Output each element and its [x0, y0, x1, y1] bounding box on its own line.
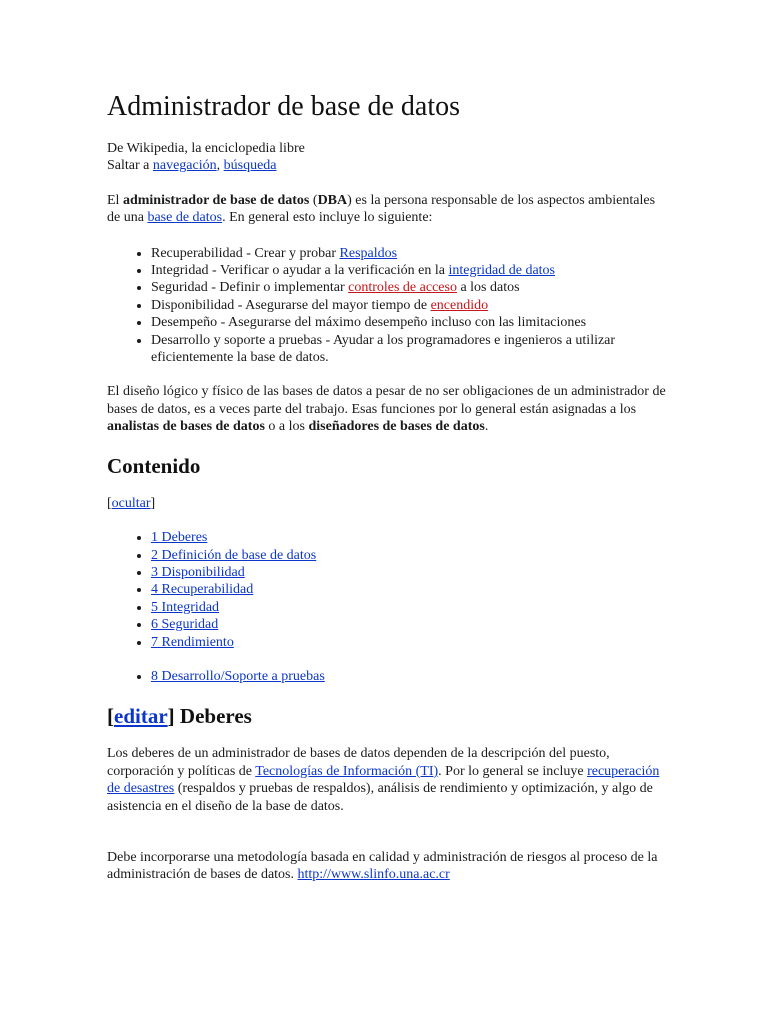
design-paragraph — [107, 383, 667, 435]
list-item-text: Desarrollo y soporte a pruebas - Ayudar a los programadores e ingenieros a utilizar eficientemente la base de datos. — [151, 332, 616, 366]
article-content — [107, 91, 667, 884]
intro-paragraph — [107, 192, 667, 227]
from-source: De Wikipedia, la enciclopedia libre — [107, 141, 305, 156]
toc-item — [151, 529, 667, 546]
deberes-text-1: Los deberes de un administrador de bases de datos dependen de la descripción del puesto, corporación y políticas de — [107, 746, 610, 779]
design-bold-analysts: analistas de bases de datos — [107, 419, 265, 435]
toc-item — [151, 668, 667, 685]
jump-search-link[interactable]: búsqueda — [223, 158, 277, 174]
intro-text-2: ( — [309, 192, 318, 208]
list-item — [151, 297, 667, 314]
design-text-2: o a los — [264, 419, 309, 435]
duties-list — [107, 245, 667, 367]
recuperacion-desastres-link[interactable]: recuperación de desastres — [107, 763, 660, 797]
list-item-text: Integridad - Verificar o ayudar a la verificación en la — [151, 263, 449, 279]
deberes-text-3: (respaldos y pruebas de respaldos), análisis de rendimiento y optimización, y algo de asistencia en el diseño de la base de datos. — [107, 781, 653, 814]
edit-bracket-open: [ — [107, 704, 114, 729]
toc-link-seguridad[interactable]: 6 Seguridad — [151, 617, 219, 633]
toc-link-deberes[interactable]: 1 Deberes — [151, 530, 208, 546]
intro-bold-term: administrador de base de datos — [122, 192, 310, 208]
intro-text-3: ) es la persona responsable de los aspectos ambientales de una — [107, 192, 656, 226]
list-item — [151, 279, 667, 296]
jump-separator: , — [216, 158, 224, 174]
design-text-3: . — [484, 419, 489, 435]
external-url-link[interactable]: http://www.slinfo.una.ac.cr — [297, 867, 450, 883]
list-item-text: Desempeño - Asegurarse del máximo desempeño incluso con las limitaciones — [151, 315, 587, 331]
deberes-text-2: . Por lo general se incluye — [438, 763, 588, 779]
controles-de-acceso-link[interactable]: controles de acceso — [348, 280, 457, 296]
edit-section-link[interactable]: editar — [114, 704, 168, 729]
list-item — [151, 245, 667, 262]
toc-list — [107, 529, 667, 685]
respaldos-link[interactable]: Respaldos — [339, 245, 398, 261]
list-item-text: Disponibilidad - Asegurarse del mayor tiempo de — [151, 297, 431, 313]
section-heading-deberes — [107, 703, 667, 729]
toc-heading: Contenido — [107, 453, 201, 478]
encendido-link[interactable]: encendido — [430, 297, 489, 313]
toc-link-integridad[interactable]: 5 Integridad — [151, 599, 220, 615]
page-title: Administrador de base de datos — [107, 91, 461, 122]
intro-bold-acronym: DBA — [317, 192, 348, 208]
toc-link-recuperabilidad[interactable]: 4 Recuperabilidad — [151, 582, 254, 598]
toc-item — [151, 616, 667, 633]
design-bold-designers: diseñadores de bases de datos — [308, 419, 485, 435]
deberes-paragraph-1 — [107, 745, 667, 815]
ti-link[interactable]: Tecnologías de Información (TI) — [255, 763, 439, 779]
jump-links — [107, 157, 667, 174]
list-item — [151, 314, 667, 331]
toc-link-definicion[interactable]: 2 Definición de base de datos — [151, 547, 317, 563]
section-title: Deberes — [174, 704, 252, 729]
toc-bracket-open: [ — [107, 495, 112, 511]
list-item — [151, 332, 667, 367]
edit-bracket-close: ] — [167, 704, 175, 729]
intro-text-4: . En general esto incluye lo siguiente: — [222, 210, 433, 226]
toc-link-disponibilidad[interactable]: 3 Disponibilidad — [151, 564, 245, 580]
intro-text-1: El — [107, 192, 123, 208]
toc-toggle-line — [107, 495, 667, 512]
design-text-1: El diseño lógico y físico de las bases de datos a pesar de no ser obligaciones de un administrador de bases de datos, es a veces parte del trabajo. Esas funciones por lo general están asignadas a los — [107, 384, 666, 417]
base-de-datos-link[interactable]: base de datos — [147, 210, 223, 226]
toc-hide-link[interactable]: ocultar — [111, 495, 151, 511]
list-item-text-after: a los datos — [456, 280, 520, 296]
jump-label: Saltar a — [107, 158, 150, 174]
list-item — [151, 262, 667, 279]
list-item-text: Seguridad - Definir o implementar — [151, 280, 349, 296]
toc-item — [151, 581, 667, 598]
deberes-text-4: Debe incorporarse una metodología basada en calidad y administración de riesgos al proceso de la administración de bases de datos. — [107, 849, 658, 883]
toc-item — [151, 599, 667, 616]
site-subtitle — [107, 140, 667, 175]
jump-navigation-link[interactable]: navegación — [152, 158, 217, 174]
toc-item — [151, 547, 667, 564]
toc-link-rendimiento[interactable]: 7 Rendimiento — [151, 634, 234, 650]
deberes-paragraph-2 — [107, 849, 667, 884]
integridad-de-datos-link[interactable]: integridad de datos — [448, 263, 556, 279]
list-item-text: Recuperabilidad - Crear y probar — [151, 245, 340, 261]
toc-bracket-close: ] — [150, 495, 156, 511]
toc-link-desarrollo[interactable]: 8 Desarrollo/Soporte a pruebas — [151, 668, 325, 684]
toc-item — [151, 564, 667, 581]
toc-item — [151, 634, 667, 651]
